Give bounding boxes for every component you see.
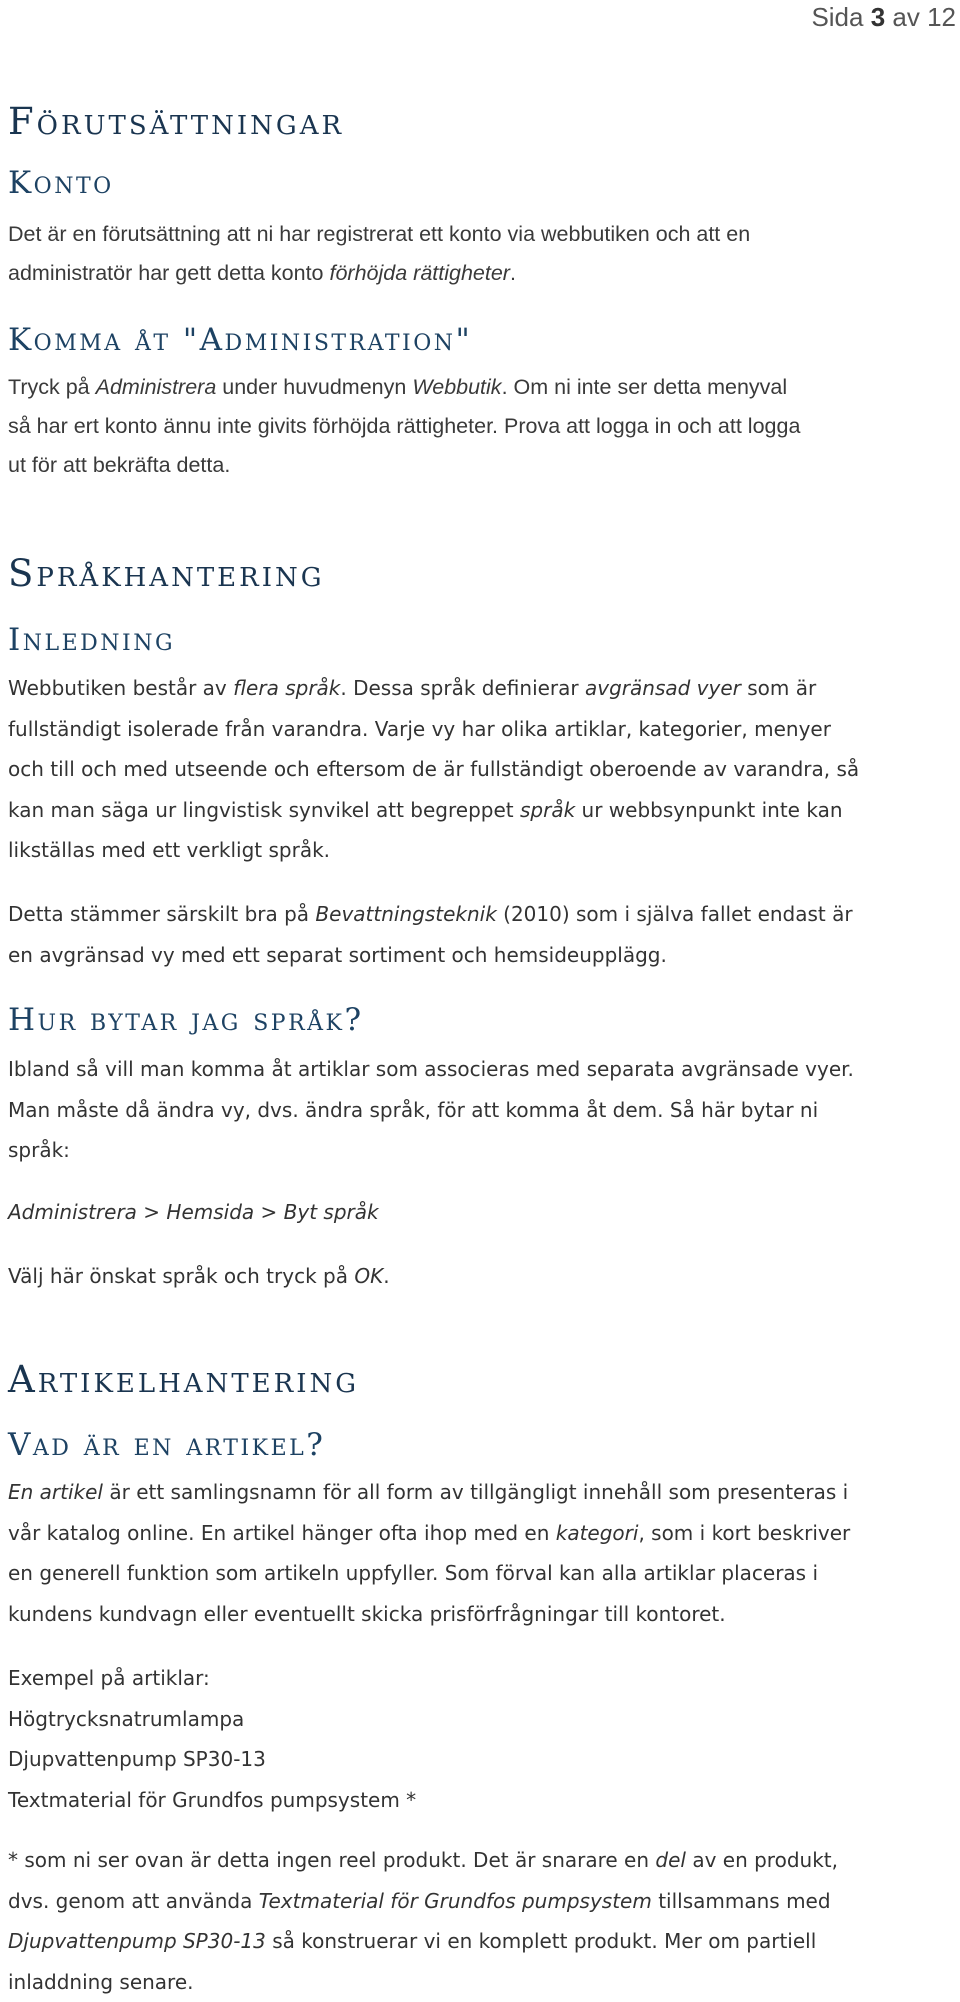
examples-label: Exempel på artiklar:	[8, 1658, 953, 1699]
subsection-title: Vad är en artikel?	[8, 1427, 953, 1463]
page-number-suffix: av 12	[885, 2, 956, 32]
section-title: Artikelhantering	[8, 1358, 953, 1401]
menu-path-hemsida: Hemsida	[166, 1200, 254, 1224]
paragraph-line: ut för att bekräfta detta.	[8, 446, 953, 485]
paragraph-line: inladdning senare.	[8, 1962, 953, 2002]
paragraph-line: kan man säga ur lingvistisk synvikel att begreppet språk ur webbsynpunkt inte kan	[8, 790, 953, 831]
paragraph-line: Tryck på Administrera under huvudmenyn Webbutik. Om ni inte ser detta menyval	[8, 368, 953, 407]
paragraph-valj: Välj här önskat språk och tryck på OK.	[8, 1256, 953, 1297]
paragraph-vad-ar	[8, 1472, 953, 1634]
subheading-komma-at	[8, 322, 953, 358]
subsection-title: Komma åt "Administration"	[8, 322, 953, 358]
paragraph-line: så har ert konto ännu inte givits förhöjda rättigheter. Prova att logga in och att logga	[8, 407, 953, 446]
menu-path-byt-sprak: Byt språk	[284, 1200, 379, 1224]
paragraph-line: * som ni ser ovan är detta ingen reel produkt. Det är snarare en del av en produkt,	[8, 1840, 953, 1881]
menu-path: Administrera > Hemsida > Byt språk	[8, 1192, 953, 1233]
paragraph-line: kundens kundvagn eller eventuellt skicka prisförfrågningar till kontoret.	[8, 1594, 953, 1635]
paragraph-hur-bytar	[8, 1049, 953, 1171]
page-number-current: 3	[871, 2, 885, 32]
paragraph-line: och till och med utseende och eftersom de är fullständigt oberoende av varandra, så	[8, 749, 953, 790]
paragraph-line: administratör har gett detta konto förhöjda rättigheter.	[8, 254, 953, 293]
paragraph-line: En artikel är ett samlingsnamn för all form av tillgängligt innehåll som presenteras i	[8, 1472, 953, 1513]
paragraph-komma-at	[8, 368, 953, 485]
paragraph-line: en avgränsad vy med ett separat sortiment och hemsideupplägg.	[8, 935, 953, 976]
paragraph-line: likställas med ett verkligt språk.	[8, 830, 953, 871]
paragraph-inledning-1	[8, 668, 953, 871]
paragraph-konto	[8, 215, 953, 293]
section-title: Förutsättningar	[8, 100, 953, 143]
section-heading-forutsattningar	[8, 100, 953, 143]
page-number-prefix: Sida	[811, 2, 870, 32]
subheading-konto	[8, 165, 953, 201]
paragraph-line: Webbutiken består av flera språk. Dessa språk definierar avgränsad vyer som är	[8, 668, 953, 709]
paragraph-line: Det är en förutsättning att ni har registrerat ett konto via webbutiken och att en	[8, 215, 953, 254]
examples-list	[8, 1658, 953, 1820]
subheading-vad-ar	[8, 1427, 953, 1463]
paragraph-line: språk:	[8, 1130, 953, 1171]
section-title: Språkhantering	[8, 552, 953, 595]
paragraph-line: Ibland så vill man komma åt artiklar som associeras med separata avgränsade vyer.	[8, 1049, 953, 1090]
paragraph-line: fullständigt isolerade från varandra. Varje vy har olika artiklar, kategorier, menyer	[8, 709, 953, 750]
paragraph-line: en generell funktion som artikeln uppfyller. Som förval kan alla artiklar placeras i	[8, 1553, 953, 1594]
subheading-inledning	[8, 622, 953, 658]
subsection-title: Inledning	[8, 622, 953, 658]
subheading-hur-bytar	[8, 1002, 953, 1038]
paragraph-inledning-2	[8, 894, 953, 975]
list-item: Djupvattenpump SP30-13	[8, 1739, 953, 1780]
paragraph-note	[8, 1840, 953, 2002]
section-heading-sprakhantering	[8, 552, 953, 595]
paragraph-line: Detta stämmer särskilt bra på Bevattningsteknik (2010) som i själva fallet endast är	[8, 894, 953, 935]
section-heading-artikelhantering	[8, 1358, 953, 1401]
list-item: Högtrycksnatrumlampa	[8, 1699, 953, 1740]
paragraph-line: Djupvattenpump SP30-13 så konstruerar vi en komplett produkt. Mer om partiell	[8, 1921, 953, 1962]
subsection-title: Hur bytar jag språk?	[8, 1002, 953, 1038]
list-item: Textmaterial för Grundfos pumpsystem *	[8, 1780, 953, 1821]
subsection-title: Konto	[8, 165, 953, 201]
page-number	[811, 2, 956, 33]
menu-path-administrera: Administrera	[8, 1200, 137, 1224]
paragraph-line: Man måste då ändra vy, dvs. ändra språk, för att komma åt dem. Så här bytar ni	[8, 1090, 953, 1131]
paragraph-line: dvs. genom att använda Textmaterial för Grundfos pumpsystem tillsammans med	[8, 1881, 953, 1922]
paragraph-line: vår katalog online. En artikel hänger ofta ihop med en kategori, som i kort beskriver	[8, 1513, 953, 1554]
